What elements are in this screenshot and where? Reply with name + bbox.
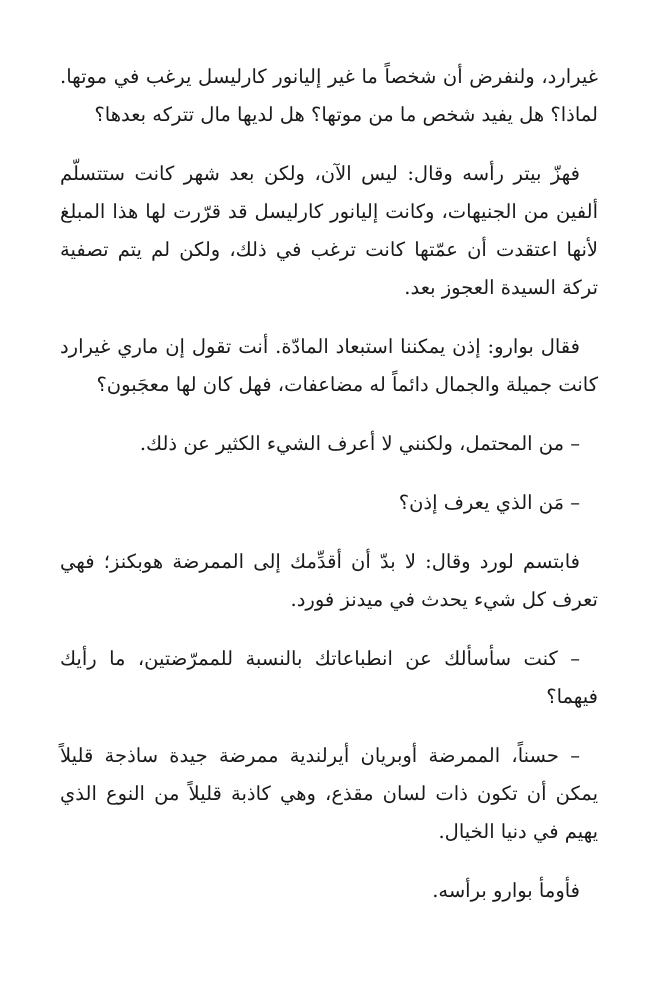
paragraph-dialogue: – مَن الذي يعرف إذن؟ [398,491,580,514]
paragraph-continuation: غيرارد، ولنفرض أن شخصاً ما غير إليانور كارليسل يرغب في موتها. لماذا؟ هل يفيد شخص ما من موتها؟ هل لديها مال تتركه بعدها؟ [60,65,598,126]
paragraph-dialogue: – حسناً، الممرضة أوبريان أيرلندية ممرضة جيدة ساذجة قليلاً يمكن أن تكون ذات لسان مقذع، وهي كاذبة قليلاً من النوع الذي يهيم في دنيا الخيال. [60,744,598,843]
paragraph-dialogue: – كنت سأسألك عن انطباعاتك بالنسبة للممرّضتين، ما رأيك فيهما؟ [60,647,598,708]
book-page [60,58,598,931]
paragraph-narration: فأومأ بوارو برأسه. [432,879,580,902]
paragraph-narration: فقال بوارو: إذن يمكننا استبعاد المادّة. أنت تقول إن ماري غيرارد كانت جميلة والجمال دائماً له مضاعفات، فهل كان لها معجَبون؟ [60,335,598,396]
paragraph-dialogue: – من المحتمل، ولكنني لا أعرف الشيء الكثير عن ذلك. [139,432,580,455]
paragraph-narration: فهزّ بيتر رأسه وقال: ليس الآن، ولكن بعد شهر كانت ستتسلّم ألفين من الجنيهات، وكانت إليانور كارليسل قد قرّرت لها هذا المبلغ لأنها اعتقدت أن عمّتها كانت ترغب في ذلك، ولكن لم يتم تصفية تركة السيدة العجوز بعد. [60,162,598,299]
paragraph-narration: فابتسم لورد وقال: لا بدّ أن أقدِّمك إلى الممرضة هوبكنز؛ فهي تعرف كل شيء يحدث في ميدنز فورد. [60,550,598,611]
